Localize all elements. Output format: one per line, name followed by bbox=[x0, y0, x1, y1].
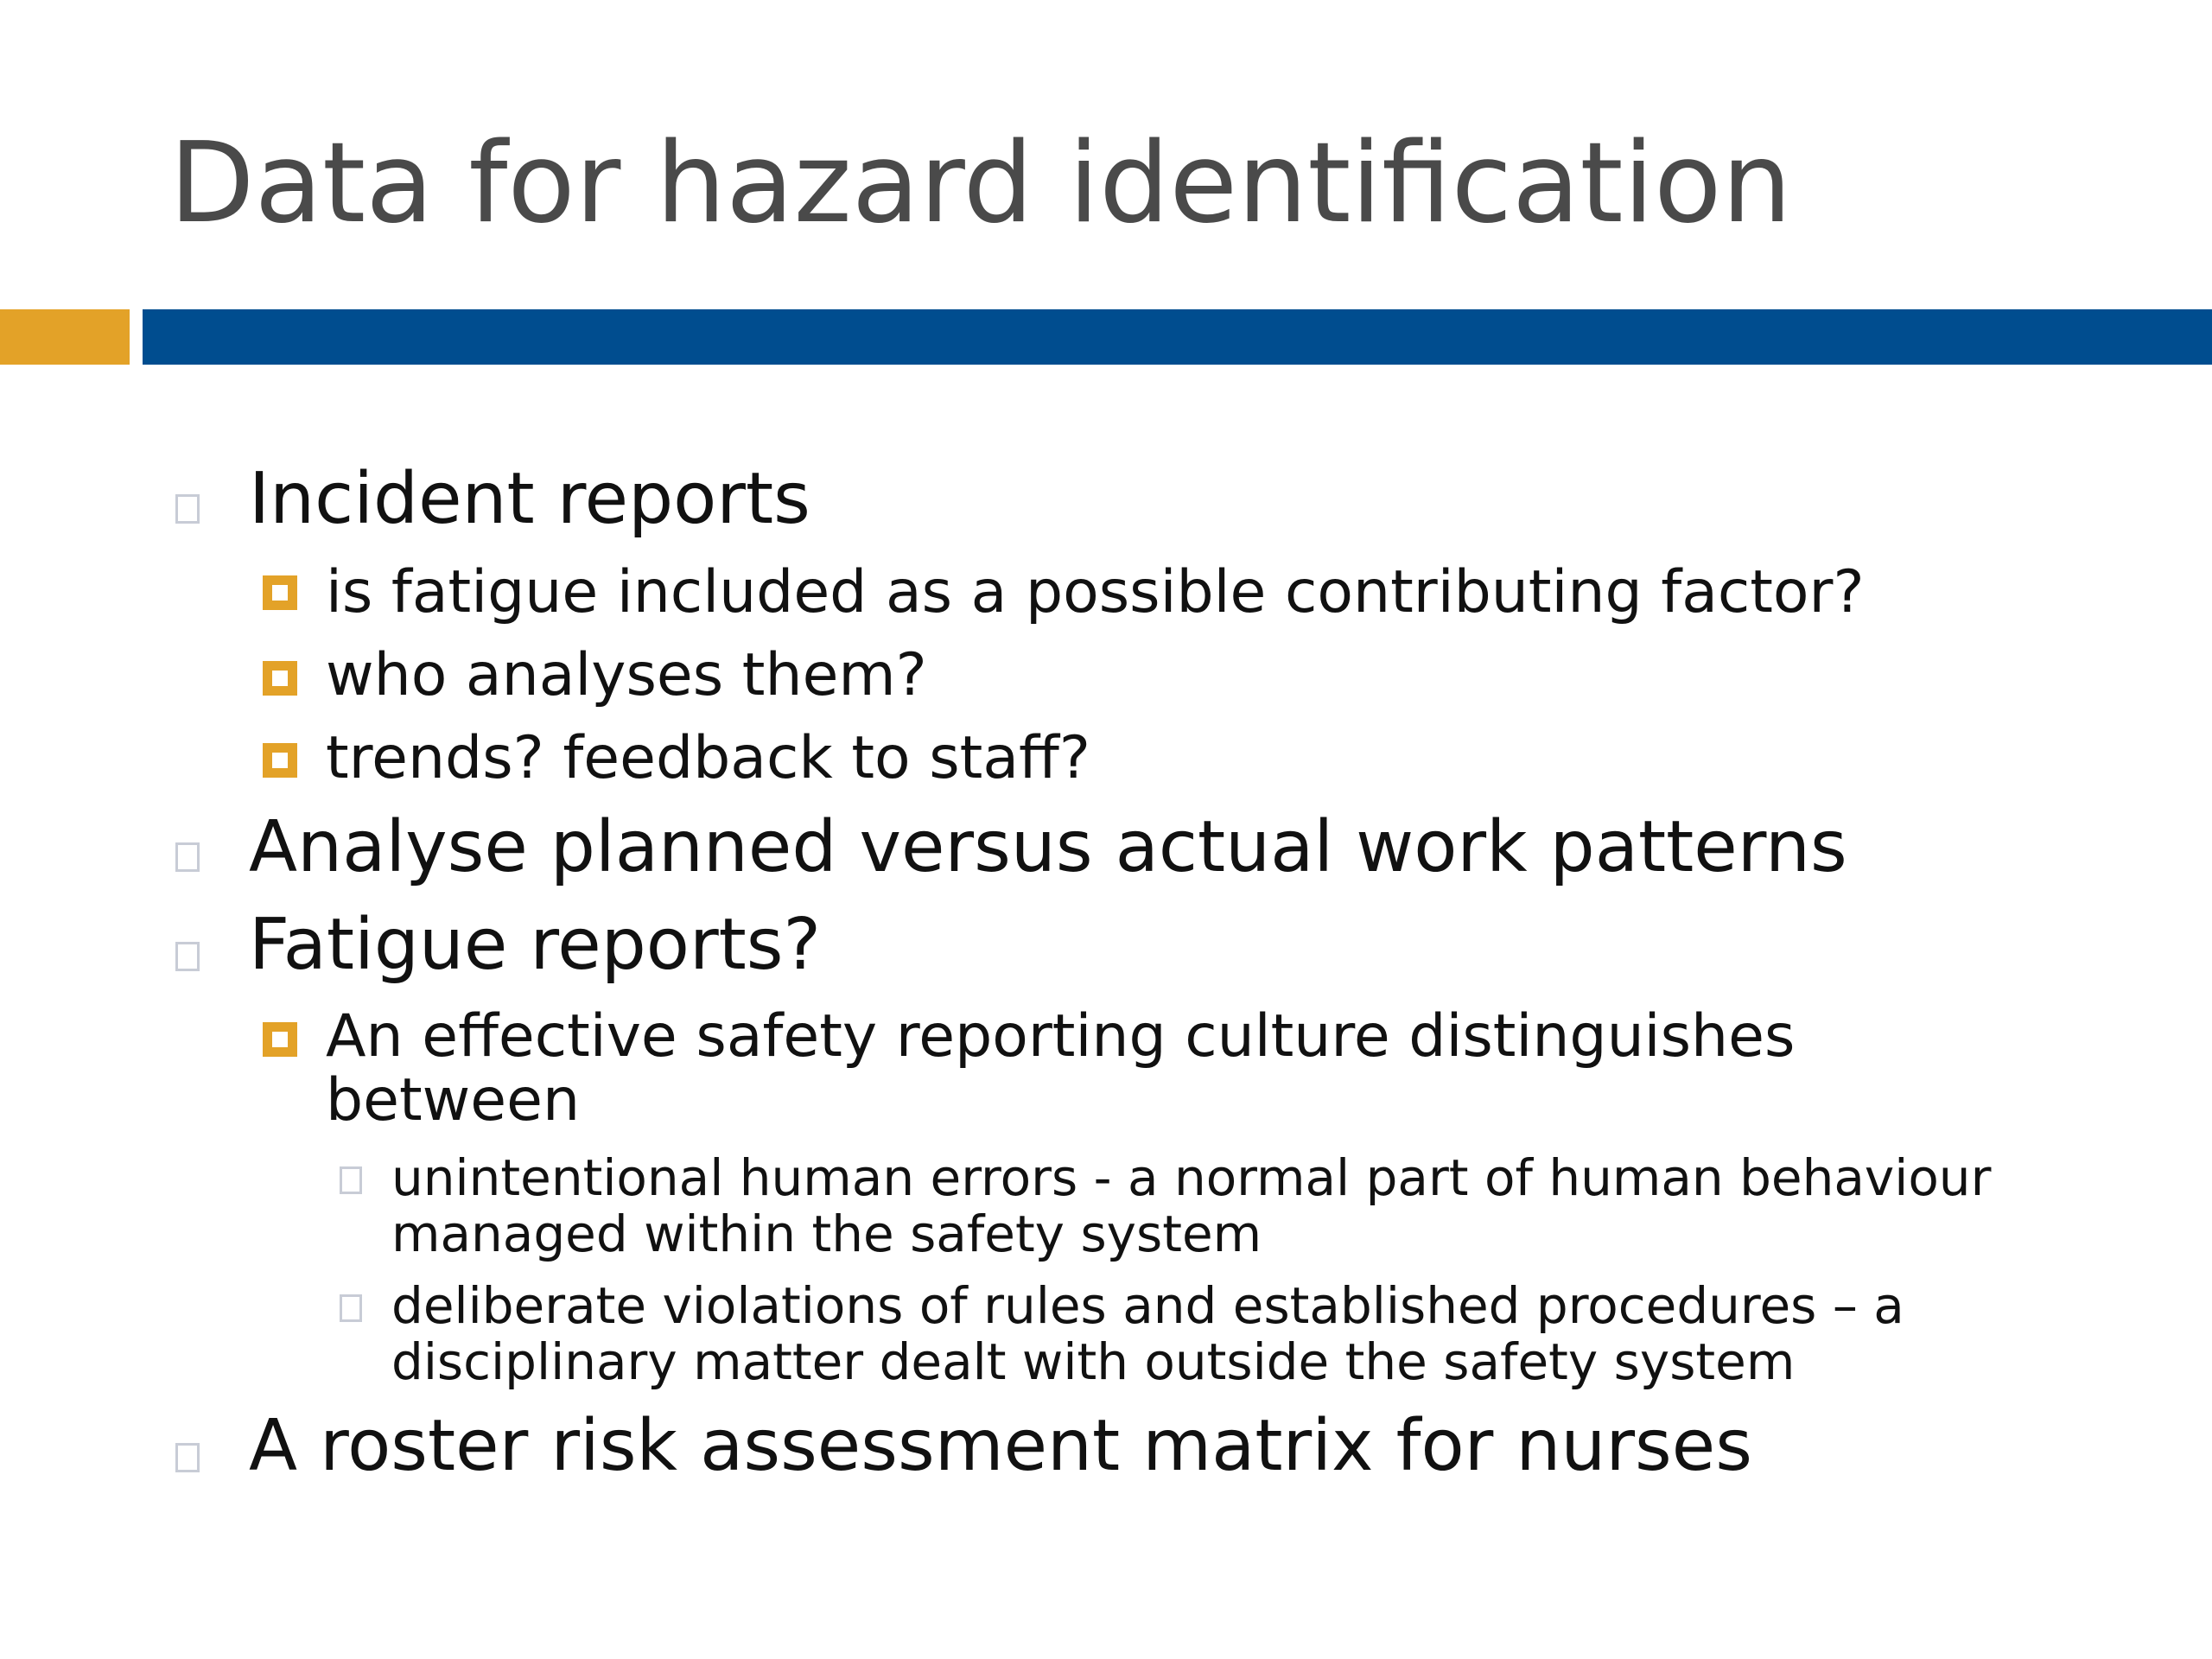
bullet-analyse-patterns: Analyse planned versus actual work patterns bbox=[249, 806, 1847, 888]
bullet-fatigue-reports: Fatigue reports? bbox=[249, 904, 822, 986]
bullet-incident-reports: Incident reports bbox=[249, 458, 810, 540]
bullet-fatigue-factor: is fatigue included as a possible contributing factor? bbox=[326, 558, 1865, 626]
empty-square-bullet-icon bbox=[175, 942, 200, 971]
empty-square-bullet-icon bbox=[175, 842, 200, 872]
bullet-roster-matrix: A roster risk assessment matrix for nurses bbox=[249, 1405, 1752, 1487]
bullet-culture-line2: between bbox=[326, 1066, 581, 1135]
bullet-violations-line2: disciplinary matter dealt with outside the safety system bbox=[391, 1332, 1796, 1391]
orange-square-bullet-icon bbox=[263, 661, 297, 696]
bullet-violations-line1: deliberate violations of rules and established procedures – a bbox=[391, 1276, 1904, 1335]
bullet-errors-line1: unintentional human errors - a normal part of human behaviour bbox=[391, 1148, 1992, 1207]
bullet-trends-feedback: trends? feedback to staff? bbox=[326, 724, 1090, 792]
empty-square-bullet-icon bbox=[175, 1443, 200, 1472]
bullet-culture-line1: An effective safety reporting culture distinguishes bbox=[326, 1002, 1796, 1071]
slide-title: Data for hazard identification bbox=[169, 119, 1792, 248]
bullet-who-analyses: who analyses them? bbox=[326, 641, 927, 709]
orange-square-bullet-icon bbox=[263, 743, 297, 778]
orange-square-bullet-icon bbox=[263, 1022, 297, 1057]
empty-square-bullet-icon bbox=[340, 1294, 362, 1322]
bullet-errors-line2: managed within the safety system bbox=[391, 1205, 1262, 1263]
empty-square-bullet-icon bbox=[340, 1166, 362, 1194]
orange-square-bullet-icon bbox=[263, 575, 297, 610]
empty-square-bullet-icon bbox=[175, 494, 200, 524]
